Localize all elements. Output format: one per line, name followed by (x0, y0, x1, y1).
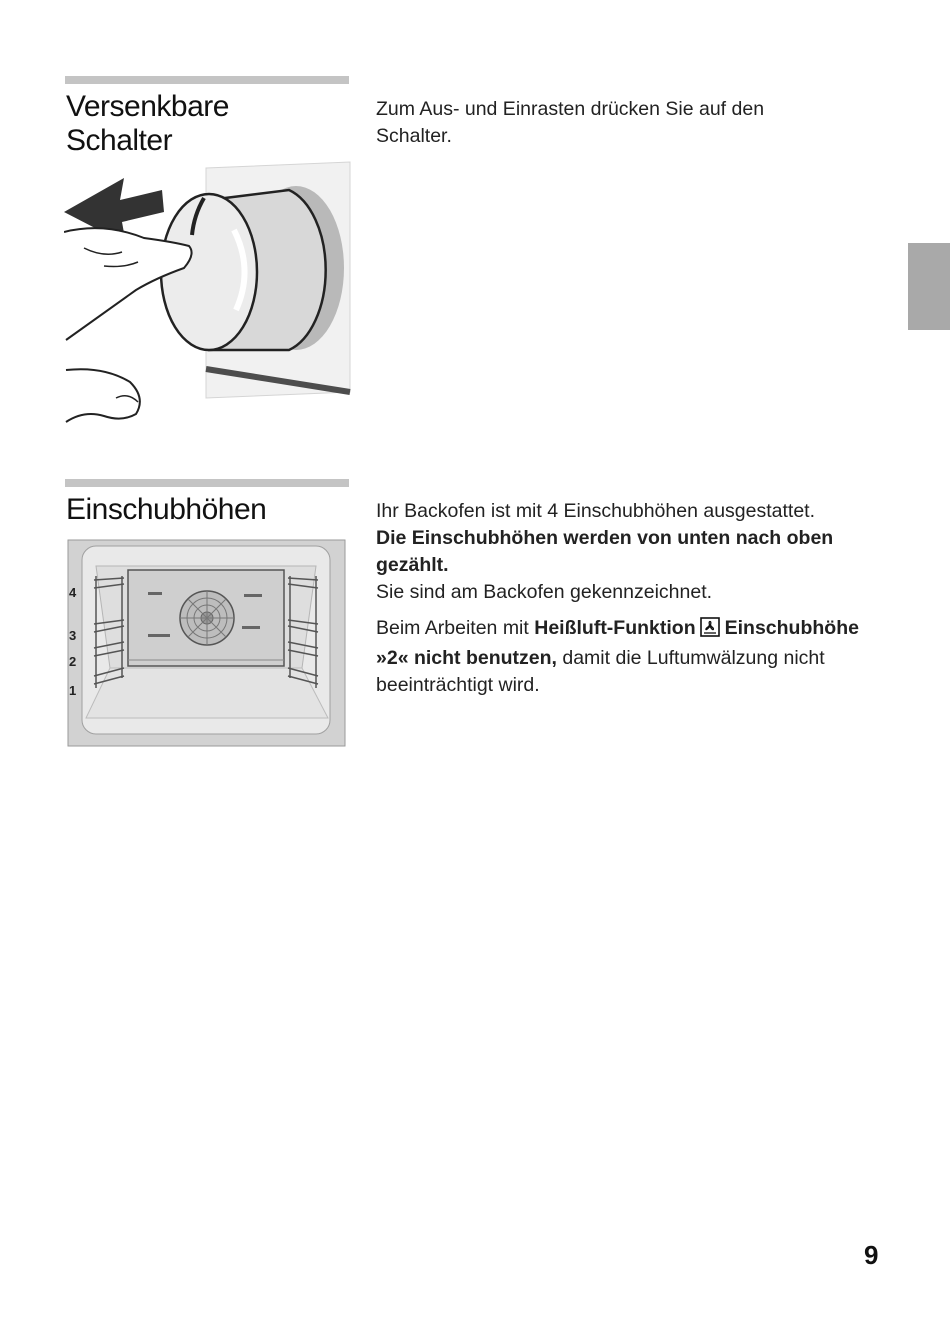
hot-air-fan-icon (700, 617, 720, 645)
section-divider-bar (65, 479, 349, 487)
paragraph: Zum Aus- und Einrasten drücken Sie auf den Schalter. (376, 98, 765, 147)
text-line: Ihr Backofen ist mit 4 Einschubhöhen ausgestattet. (376, 500, 816, 522)
bold-text: Heißluft-Funktion (534, 617, 696, 639)
title-line: Schalter (66, 124, 173, 157)
shelf-level-label: 1 (69, 683, 77, 698)
fan-grill (180, 591, 234, 645)
paragraph (376, 498, 876, 606)
shelf-level-label: 4 (69, 585, 77, 600)
text-span: Beim Arbeiten mit (376, 617, 535, 639)
page-number: 9 (864, 1240, 879, 1270)
shelf-level-label: 3 (69, 628, 77, 643)
text-line: Sie sind am Backofen gekennzeichnet. (376, 581, 713, 603)
knob-push-illustration (64, 160, 354, 425)
bold-statement: Die Einschubhöhen werden von unten nach oben gezählt. (376, 527, 834, 576)
oven-interior-illustration (64, 538, 349, 748)
chapter-tab (908, 243, 950, 330)
section-title-einschubhoehen: Einschubhöhen (66, 493, 267, 526)
section-divider-bar (65, 76, 349, 84)
bold-text: Einschubhöhe »2« nicht benutzen, (376, 617, 859, 669)
section2-text (376, 498, 876, 699)
section-title-versenkbare-schalter (66, 90, 229, 158)
text-span: damit die Luftumwälzung nicht beeinträchtigt wird. (376, 647, 825, 696)
paragraph (376, 615, 876, 699)
shelf-level-label: 2 (69, 654, 77, 669)
section1-text (376, 96, 816, 150)
title-line: Versenkbare (66, 90, 229, 123)
